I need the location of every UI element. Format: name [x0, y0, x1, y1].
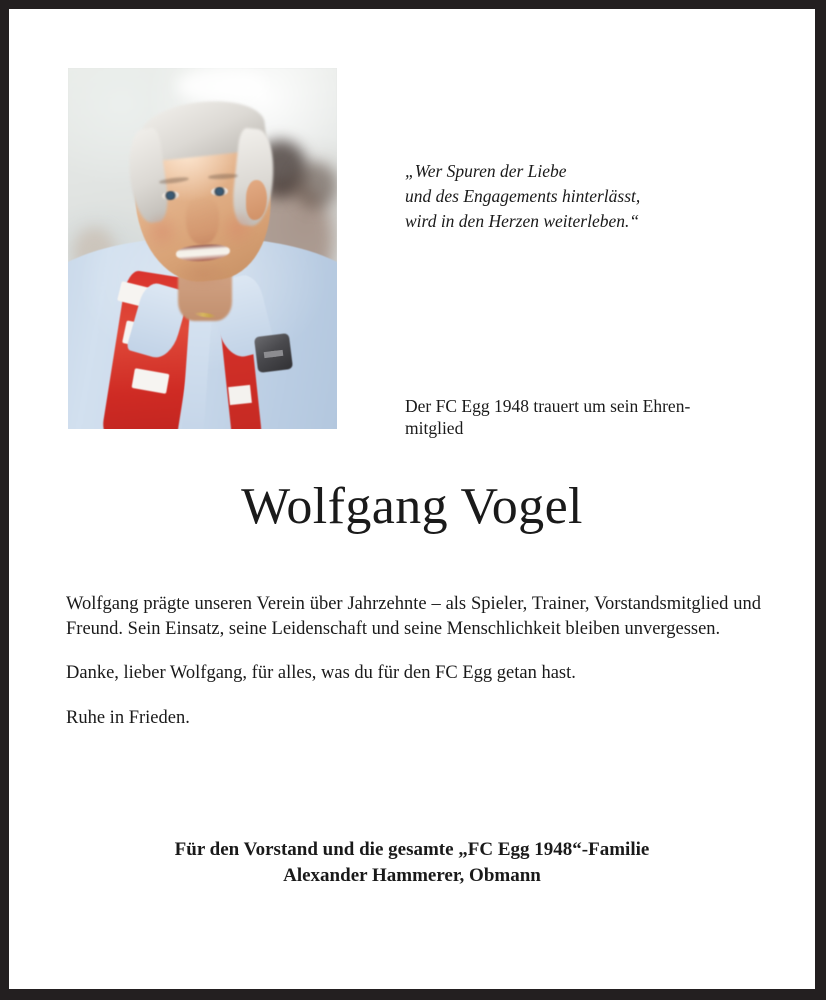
photo-background-person-head-2 [294, 162, 337, 209]
quote-line-1: „Wer Spuren der Liebe [405, 161, 567, 181]
announcement-text [405, 395, 773, 439]
announcement-line-2: mitglied [405, 418, 464, 438]
quote-line-2: und des Engagements hinterlässt, [405, 186, 641, 206]
deceased-name: Wolfgang Vogel [241, 478, 583, 535]
tribute-text [66, 592, 761, 730]
tribute-paragraph-2: Danke, lieber Wolfgang, für alles, was du für den FC Egg getan hast. [66, 663, 576, 683]
notice-sheet [9, 9, 815, 989]
signature-line-1: Für den Vorstand und die gesamte „FC Egg 1948“-Familie [174, 839, 650, 860]
tribute-paragraph-1: Wolfgang prägte unseren Verein über Jahrzehnte – als Spieler, Trainer, Vorstandsmitglied und Freund. Sein Einsatz, seine Leidenschaft und seine Menschlichkeit bleiben unvergessen. [66, 594, 761, 639]
cheek-right [219, 209, 257, 249]
signature-line-2: Alexander Hammerer, Obmann [283, 865, 541, 886]
chin [176, 259, 230, 288]
scarf-stripe [229, 385, 252, 405]
memorial-quote [405, 159, 735, 234]
signature-block [9, 837, 815, 889]
announcement-line-1: Der FC Egg 1948 trauert um sein Ehren- [405, 396, 691, 416]
quote-line-3: wird in den Herzen weiterleben.“ [405, 211, 640, 231]
tribute-paragraph-3: Ruhe in Frieden. [66, 707, 190, 728]
cheek-left [143, 212, 181, 252]
nose [186, 198, 218, 245]
photo-background-highlight [176, 68, 267, 104]
portrait-photo [68, 68, 337, 429]
